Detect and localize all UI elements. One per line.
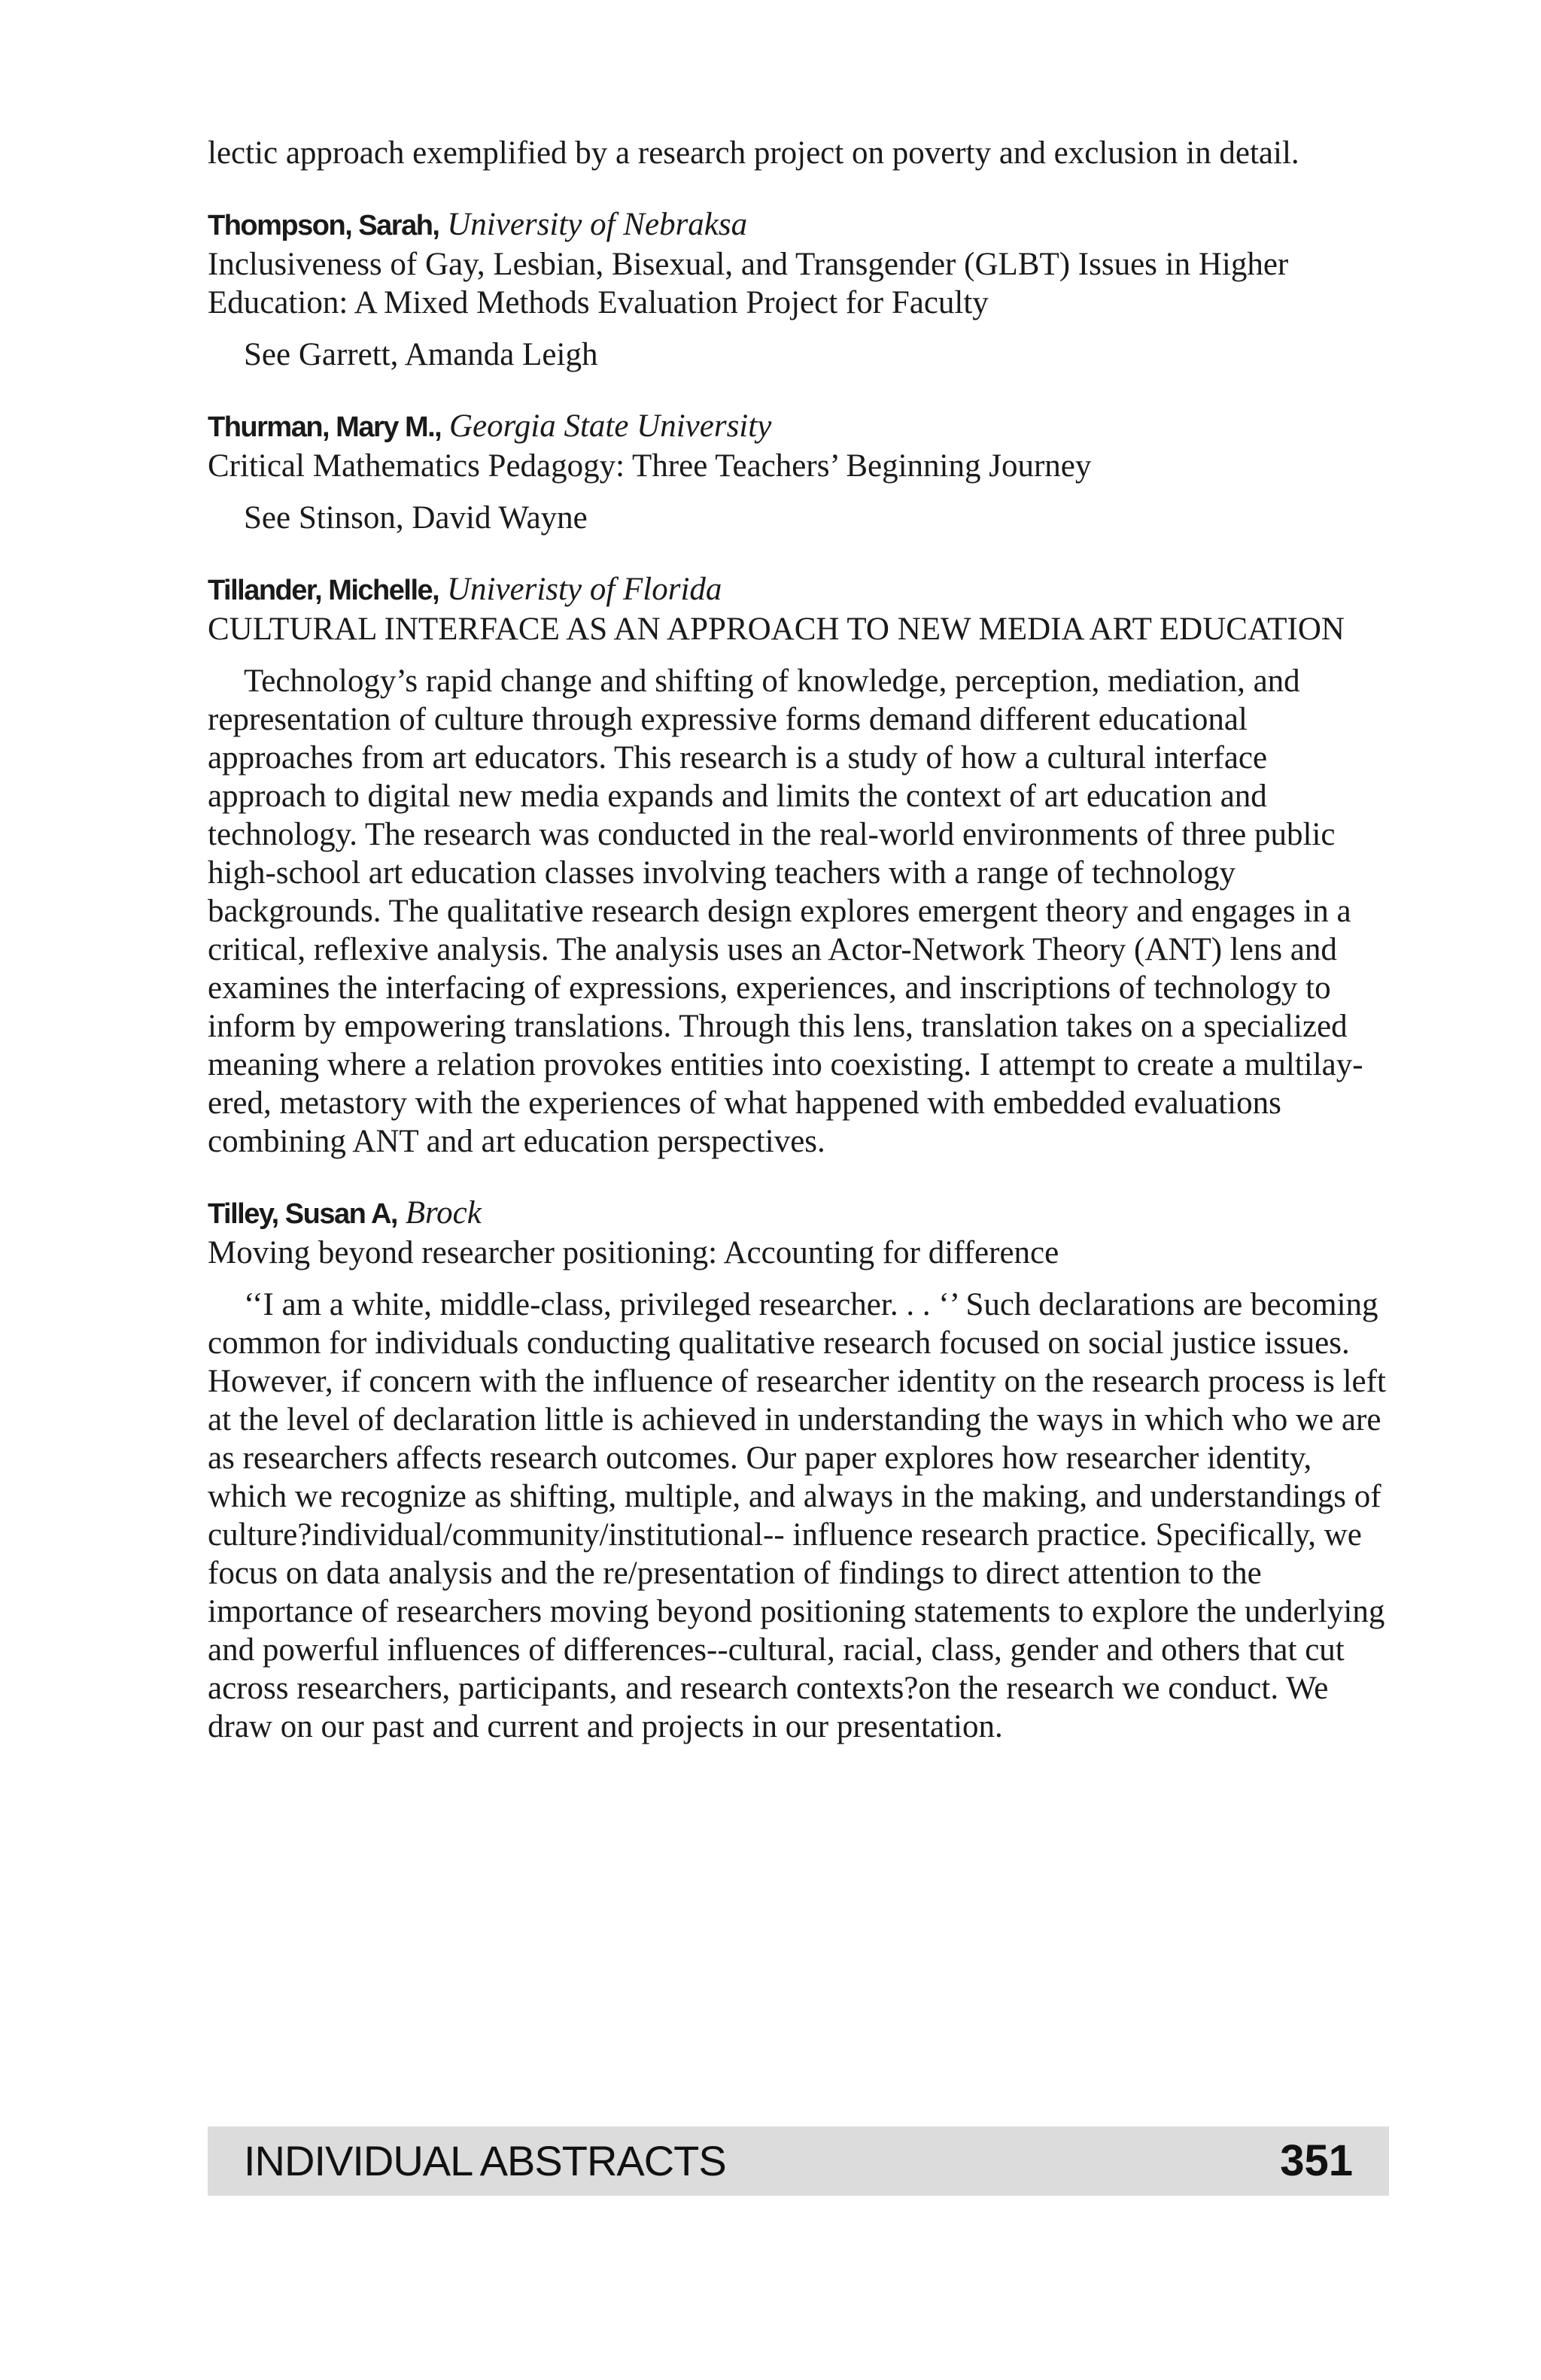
author-line xyxy=(208,570,1389,610)
see-reference: See Garrett, Amanda Leigh xyxy=(244,337,598,372)
page-number: 351 xyxy=(1280,2136,1353,2185)
author-name: Thompson, Sarah, xyxy=(208,210,439,241)
abstract-title: Critical Mathematics Pedagogy: Three Teachers’ Beginning Journey xyxy=(208,448,1092,484)
abstract-title: Moving beyond researcher positioning: Accounting for difference xyxy=(208,1235,1059,1270)
abstract-title: Inclusiveness of Gay, Lesbian, Bisexual, and Transgender (GLBT) Issues in Higher Education: A Mixed Methods Evaluation Project for Faculty xyxy=(208,247,1289,320)
page-content xyxy=(208,134,1389,1746)
author-line xyxy=(208,205,1389,245)
author-line xyxy=(208,407,1389,447)
author-line xyxy=(208,1194,1389,1234)
author-name: Tillander, Michelle, xyxy=(208,575,439,606)
see-reference: See Stinson, David Wayne xyxy=(244,500,588,536)
abstract-body: Technology’s rapid change and shifting of knowledge, perception, mediation, and representation of culture through expressive forms demand different educational approaches from art educators. This research is a study of how a cultural interface approach to digital new media expands and limits the context of art education and technology. The research was conducted in the real-world environments of three public high-school art education classes involving teachers with a range of technology backgrounds. The qualitative research design explores emergent theory and engages in a critical, reflexive analysis. The analysis uses an Actor-Network Theory (ANT) lens and examines the interfacing of expressions, experiences, and inscriptions of technology to inform by empowering translations. Through this lens, translation takes on a specialized meaning where a relation provokes entities into coexisting. I attempt to create a multilayered, metastory with the experiences of what happened with embedded evaluations combining ANT and art education perspectives. xyxy=(208,663,1363,1159)
entry-tillander xyxy=(208,570,1389,1161)
author-name: Tilley, Susan A, xyxy=(208,1198,397,1230)
section-label: INDIVIDUAL ABSTRACTS xyxy=(244,2137,726,2184)
author-affiliation: Georgia State University xyxy=(448,408,772,444)
abstract-body: ‘‘I am a white, middle-class, privileged researcher. . . ‘’ Such declarations are becoming common for individuals conducting qualitative research focused on social justice issues. However, if concern with the influence of researcher identity on the research process is left at the level of declaration little is achieved in understanding the ways in which who we are as researchers affects research outcomes. Our paper explores how researcher identity, which we recognize as shifting, multiple, and always in the making, and understandings of culture?individual/community/institutional-- influence research practice. Specifically, we focus on data analysis and the re/presentation of findings to direct attention to the importance of researchers moving beyond positioning statements to explore the underlying and powerful influences of differences--cultural, racial, class, gender and others that cut across researchers, participants, and research contexts?on the research we conduct. We draw on our past and current and projects in our presentation. xyxy=(208,1287,1386,1744)
intro-paragraph: lectic approach exemplified by a research project on poverty and exclusion in detail. xyxy=(208,135,1299,171)
author-affiliation: Brock xyxy=(405,1195,482,1231)
author-name: Thurman, Mary M., xyxy=(208,411,442,443)
abstract-title: CULTURAL INTERFACE AS AN APPROACH TO NEW MEDIA ART EDUCATION xyxy=(208,612,1345,647)
entry-thompson xyxy=(208,205,1389,374)
author-affiliation: University of Nebraksa xyxy=(447,207,748,242)
entry-tilley xyxy=(208,1194,1389,1746)
author-affiliation: Univeristy of Florida xyxy=(446,572,722,607)
page-footer-bar xyxy=(208,2127,1389,2196)
entry-thurman xyxy=(208,407,1389,537)
